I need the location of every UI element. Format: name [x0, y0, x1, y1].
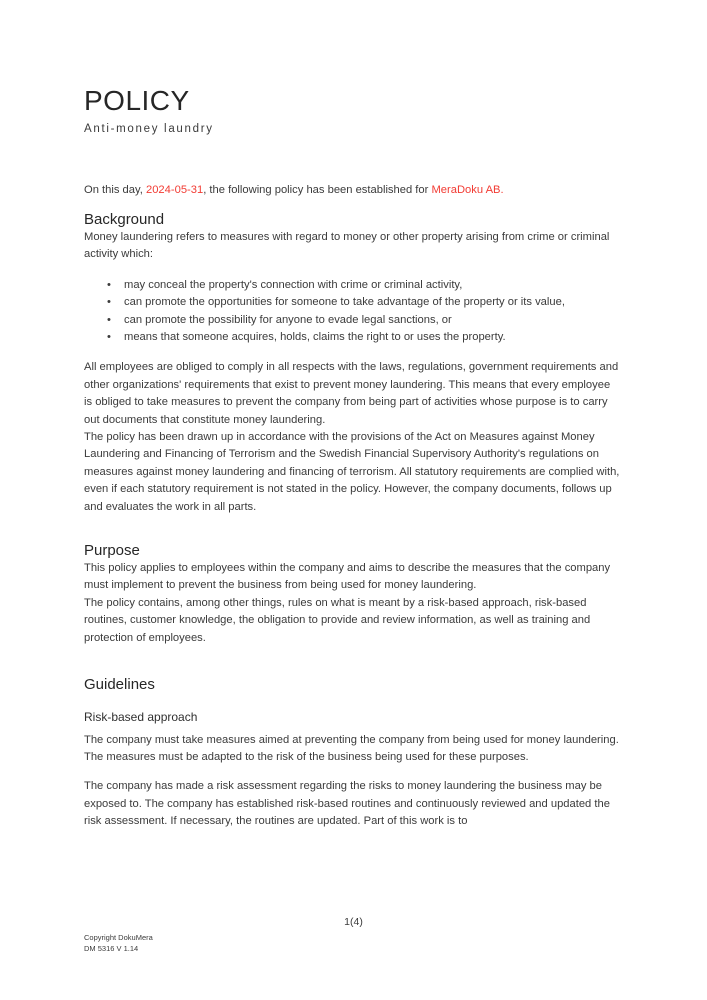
list-item: • can promote the possibility for anyone to evade legal sanctions, or: [84, 312, 621, 329]
document-reference: DM 5316 V 1.14: [84, 943, 139, 953]
established-company: MeraDoku AB.: [431, 184, 504, 197]
background-paragraph: All employees are obliged to comply in all respects with the laws, regulations, government requirements and other organizations' requirements that exist to prevent money laundering. This means that every employee is obliged to take measures to prevent the company from being part of activities whose purpose is to carry out documents that constitute money laundering.: [84, 361, 619, 426]
list-item: • can promote the opportunities for someone to take advantage of the property or its value,: [84, 294, 621, 311]
copyright-line: Copyright DokuMera: [84, 933, 153, 942]
guidelines-heading: Guidelines: [84, 676, 155, 694]
purpose-heading: Purpose: [84, 542, 140, 560]
document-title: POLICY: [84, 85, 190, 116]
background-heading: Background: [84, 210, 165, 228]
guidelines-paragraph: The company must take measures aimed at preventing the company from being used for money laundering. The measures must be adapted to the risk of the business being used for these purposes.: [84, 733, 619, 763]
background-lead-paragraph: Money laundering refers to measures with regard to money or other property arising from crime or criminal activity which:: [84, 230, 610, 261]
list-item: • may conceal the property's connection with crime or criminal activity,: [84, 277, 621, 294]
purpose-paragraph: This policy applies to employees within the company and aims to describe the measures that the company must implement to prevent the business from being used for money laundering.: [84, 562, 611, 592]
purpose-paragraph: The policy contains, among other things, rules on what is meant by a risk-based approach, risk-based routines, customer knowledge, the obligation to provide and review information, as well as training and protection of employees.: [84, 596, 591, 644]
risk-based-approach-subheading: Risk-based approach: [84, 710, 198, 725]
page-number: 1(4): [344, 916, 363, 928]
background-paragraph: The policy has been drawn up in accordance with the provisions of the Act on Measures against Money Laundering and Financing of Terrorism and the Swedish Financial Supervisory Authority's regulations on measures against money laundering and financing of terrorism. All statutory requirements are complied with, even if each statutory requirement is not stated in the policy. However, the company documents, follows up and evaluates the work in all parts.: [84, 431, 620, 513]
document-content: [84, 86, 621, 831]
background-bullet-list: [84, 277, 621, 347]
established-prefix: On this day,: [84, 184, 146, 197]
established-middle: , the following policy has been established for: [203, 184, 432, 197]
established-date: 2024-05-31: [145, 184, 204, 197]
established-line: [84, 182, 621, 199]
list-item: • means that someone acquires, holds, claims the right to or uses the property.: [84, 329, 621, 346]
footer-copyright-block: [84, 933, 153, 955]
document-subtitle: Anti-money laundry: [84, 123, 214, 136]
guidelines-paragraph: The company has made a risk assessment regarding the risks to money laundering the business may be exposed to. The company has established risk-based routines and continuously reviewed and updated the risk assessment. If necessary, the routines are updated. Part of this work is to: [84, 780, 610, 828]
